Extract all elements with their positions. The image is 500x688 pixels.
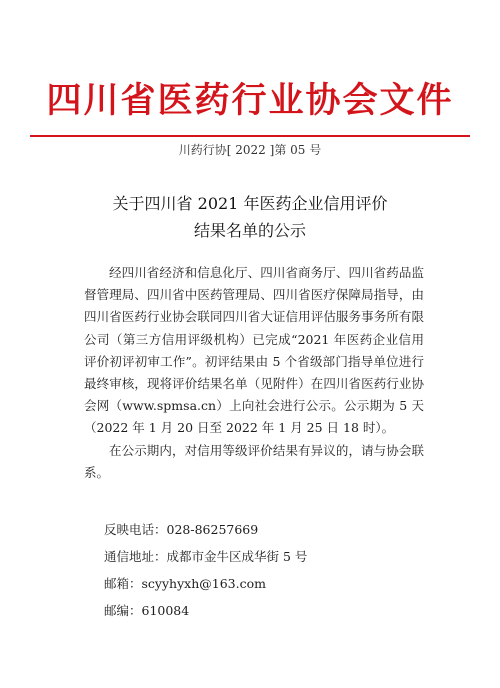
contact-address: 通信地址：成都市金牛区成华街 5 号 xyxy=(104,549,308,564)
contact-phone: 反映电话：028-86257669 xyxy=(104,522,259,537)
document-number: 川药行协[ 2022 ]第 05 号 xyxy=(178,143,322,157)
contact-postcode: 邮编：610084 xyxy=(104,603,190,618)
title-line-2: 结果名单的公示 xyxy=(193,221,306,240)
document-title xyxy=(0,190,500,244)
document-body xyxy=(84,262,424,484)
body-paragraph-1: 经四川省经济和信息化厅、四川省商务厅、四川省药品监督管理局、四川省中医药管理局、四川省医疗保障局指导，由四川省医药行业协会联同四川省大证信用评估服务事务所有限公司（第三方信用评级机构）已完成“2021 年医药企业信用评价初评初审工作”。初评结果由 5 个省级部门指导单位进行最终审核，现将评价结果名单（见附件）在四川省医药行业协会网（www.spmsa.cn）上向社会进行公示。公示期为 5 天（2022 年 1 月 20 日至 2022 年 1 月 25 日 18 时）。 xyxy=(84,265,424,436)
contact-email: 邮箱：scyyhyxh@163.com xyxy=(104,576,266,591)
body-paragraph-2: 在公示期内，对信用等级评价结果有异议的，请与协会联系。 xyxy=(84,442,424,480)
contact-block xyxy=(104,516,307,624)
title-line-1: 关于四川省 2021 年医药企业信用评价 xyxy=(112,194,388,213)
org-header-title: 四川省医药行业协会文件 xyxy=(46,81,454,121)
header-red-rule xyxy=(30,135,470,137)
